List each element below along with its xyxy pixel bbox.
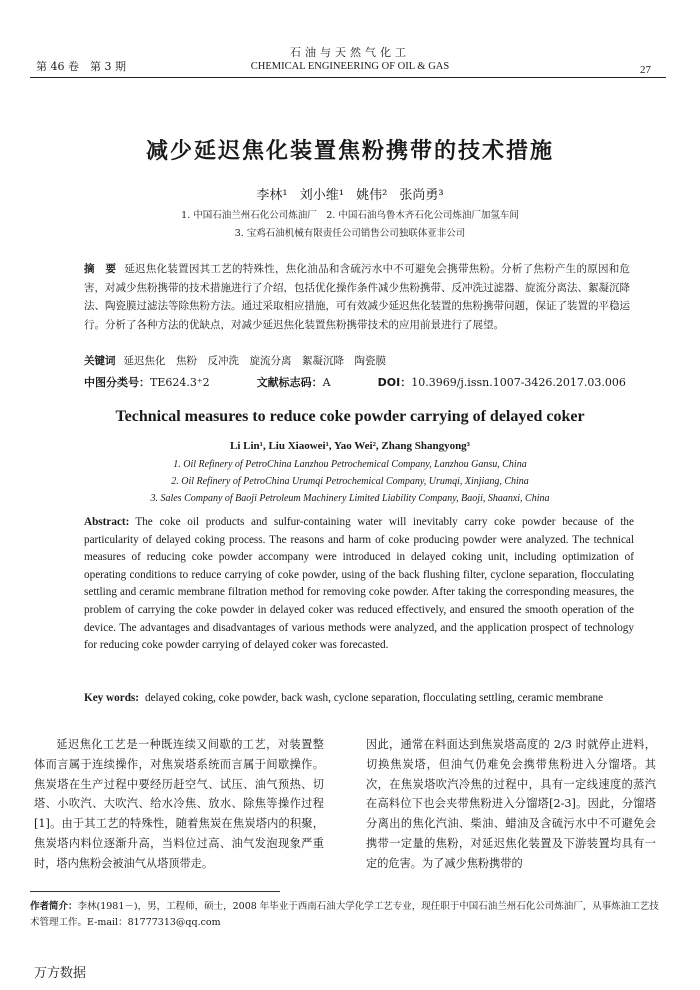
doc-code-value: A [322,376,331,389]
header-divider [30,77,666,78]
abstract-en [84,514,634,655]
journal-title-cn: 石油与天然气化工 [290,46,410,59]
body-column-left: 延迟焦化工艺是一种既连续又间歇的工艺，对装置整体而言属于连续操作，对焦炭塔系统而言属于间歇操作。焦炭塔在生产过程中要经历赶空气、试压、油气预热、切塔、小吹汽、大吹汽、给水冷焦、放水、除焦等操作过程[1]。由于其工艺的特殊性，随着焦炭在焦炭塔内的积聚，焦炭塔内料位逐渐升高，当料位过高、油气发泡现象严重时，塔内焦粉会被油气从塔顶带走。 [34,738,324,870]
abstract-cn-text: 延迟焦化装置因其工艺的特殊性，焦化油品和含硫污水中不可避免会携带焦粉。分析了焦粉产生的原因和危害，对减少焦粉携带的技术措施进行了介绍，包括优化操作条件减少焦粉携带、反冲洗过滤器、旋流分离法、絮凝沉降法、陶瓷膜过滤法等除焦粉方法。通过采取相应措施，可有效减少延迟焦化装置的焦粉携带问题，保证了装置的平稳运行。分析了各种方法的优缺点，对减少延迟焦化装置焦粉携带技术的应用前景进行了展望。 [84,263,630,331]
affiliation-en-2: 2. Oil Refinery of PetroChina Urumqi Petrochemical Company, Urumqi, Xinjiang, China [171,476,529,487]
footnote-divider [30,891,280,892]
keywords-en-text: delayed coking, coke powder, back wash, cyclone separation, flocculating settling, ceramic membrane [145,692,604,704]
authors-cn: 李林¹ 刘小维¹ 姚伟² 张尚勇³ [256,188,444,203]
keywords-cn-label: 关键词 [84,355,116,367]
body-column-right: 因此，通常在料面达到焦炭塔高度的 2/3 时就停止进料，切换焦炭塔，但油气仍难免会携带焦粉进入分馏塔。其次，在焦炭塔吹汽冷焦的过程中，具有一定线速度的蒸汽在高料位下也会夹带焦粉进入分馏塔[2-3]。因此，分馏塔分离出的焦化汽油、柴油、蜡油及含硫污水中不可避免会携带一定量的焦粉，对延迟焦化装置及下游装置均具有一定的危害。为了减少焦粉携带的 [366,738,656,870]
classification-line [84,374,626,390]
page-number: 27 [640,64,651,76]
keywords-cn [84,353,386,368]
keywords-cn-text: 延迟焦化 焦粉 反冲洗 旋流分离 絮凝沉降 陶瓷膜 [123,355,386,367]
doc-code-label: 文献标志码： [256,376,323,389]
journal-title-en: CHEMICAL ENGINEERING OF OIL & GAS [250,61,450,72]
paper-title-cn: 减少延迟焦化装置焦粉携带的技术措施 [145,139,554,164]
keywords-en [84,690,634,708]
abstract-cn-label: 摘 要 [84,263,117,275]
author-note-label: 作者简介： [30,901,78,912]
volume-issue: 第 46 卷 第 3 期 [36,60,126,73]
affiliation-en-1: 1. Oil Refinery of PetroChina Lanzhou Petrochemical Company, Lanzhou Gansu, China [173,459,527,470]
keywords-en-label: Key words: [84,692,139,704]
doi-value: 10.3969/j.issn.1007-3426.2017.03.006 [411,376,626,389]
author-note [30,899,666,931]
abstract-cn [84,260,630,334]
watermark-logo: 万方数据 [34,966,87,981]
affiliation-en-3: 3. Sales Company of Baoji Petroleum Machinery Limited Liability Company, Baoji, Shaanxi, China [150,493,550,504]
paper-title-en: Technical measures to reduce coke powder carrying of delayed coker [115,408,585,425]
authors-en: Li Lin¹, Liu Xiaowei¹, Yao Wei², Zhang Shangyong³ [230,440,470,452]
abstract-en-label: Abstract: [84,516,130,528]
affiliation-cn-2: 3. 宝鸡石油机械有限责任公司销售公司独联体亚非公司 [234,228,466,239]
author-note-text: 李林(1981－)，男，工程师，硕士，2008 年毕业于西南石油大学化学工艺专业，现任职于中国石油兰州石化公司炼油厂，从事炼油工艺技术管理工作。E-mail：81777313@qq.com [30,901,659,928]
clc-label: 中图分类号： [84,376,150,389]
clc-value: TE624.3⁺2 [150,376,210,389]
abstract-en-text: The coke oil products and sulfur-containing water will inevitably carry coke powder because of the particularity of delayed coking process. The reasons and harm of coke producing powder were analyzed. The technical measures of reducing coke powder accompany were introduced in delayed coking unit, including optimization of operating conditions to reduce carrying of coke powder, using of the back flushing filter, cyclone separation, flocculating settling and ceramic membrane filtration method for removing coke powder. After taking the corresponding measures, the problem of carrying the coke powder in delayed coker was reduced effectively, and ensured the smooth operation of the device. The advantages and disadvantages of various methods were analyzed, and the application prospect of technology for reducing coke powder carrying of delayed coker was forecasted. [84,516,634,652]
affiliation-cn-1: 1. 中国石油兰州石化公司炼油厂 2. 中国石油乌鲁木齐石化公司炼油厂加氢车间 [181,210,519,221]
doi-label: DOI： [377,376,412,389]
